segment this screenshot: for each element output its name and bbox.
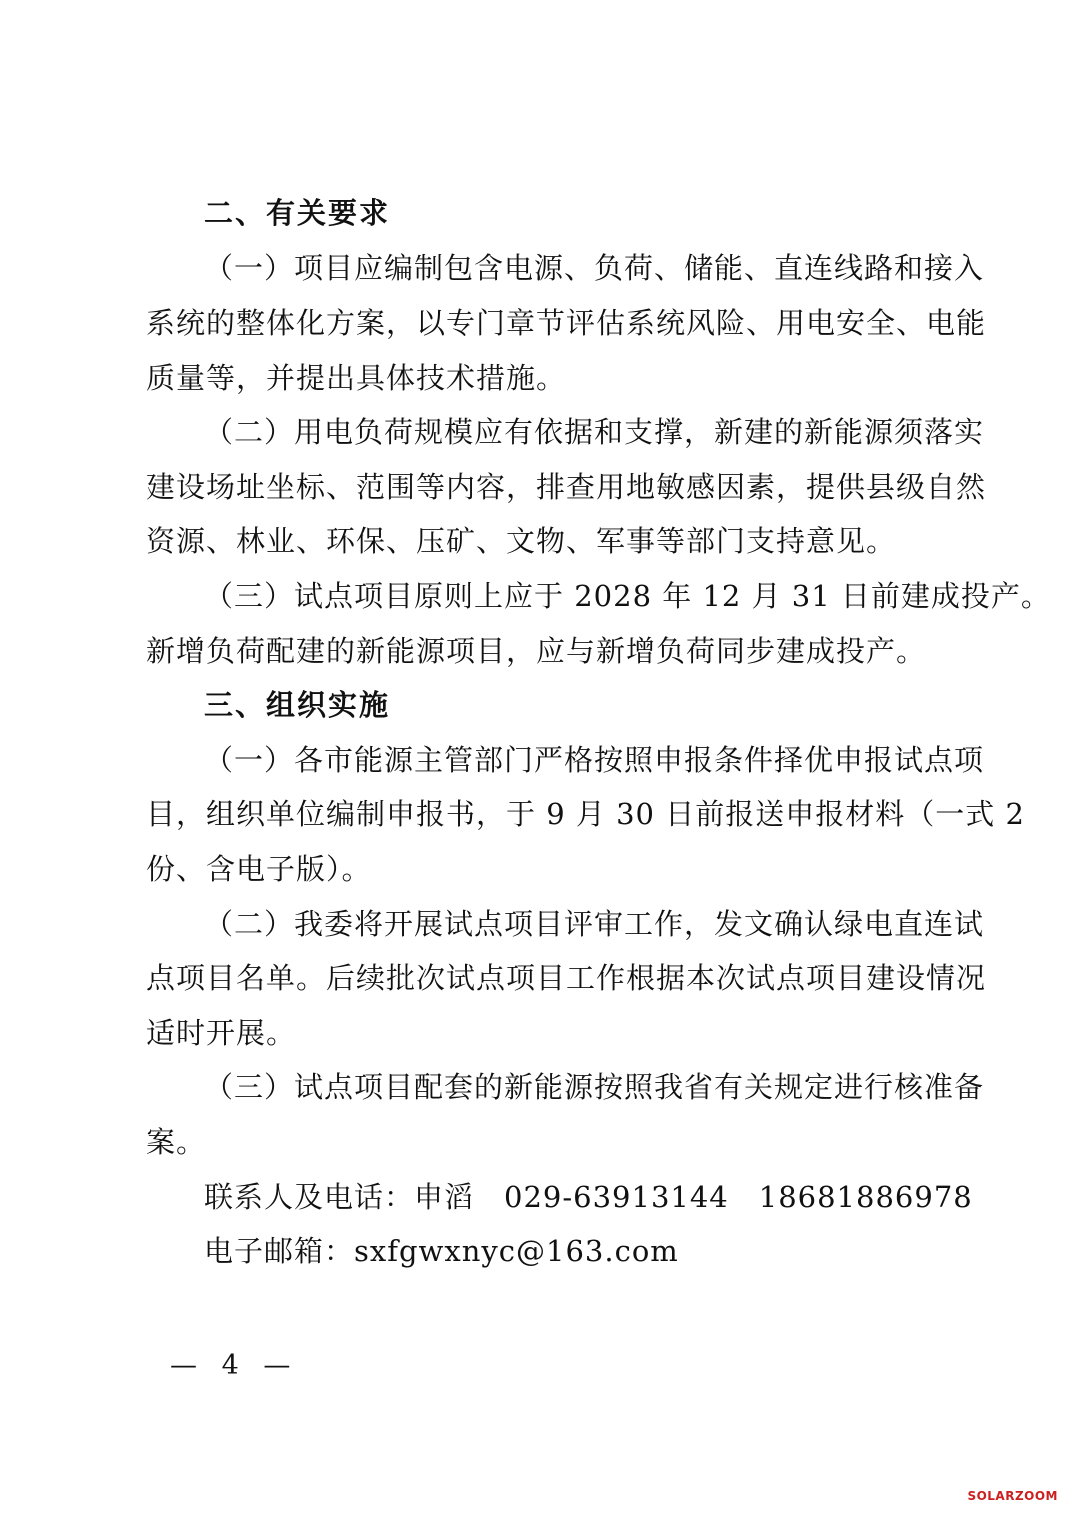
- paragraph-line: 质量等，并提出具体技术措施。: [146, 361, 567, 395]
- section-heading-implementation: 三、组织实施: [204, 688, 391, 722]
- paragraph-line: （二）用电负荷规模应有依据和支撑，新建的新能源须落实: [204, 415, 985, 449]
- paragraph-line: 建设场址坐标、范围等内容，排查用地敏感因素，提供县级自然: [146, 470, 987, 504]
- paragraph-line: 系统的整体化方案，以专门章节评估系统风险、用电安全、电能: [146, 306, 987, 340]
- paragraph-line: 案。: [146, 1125, 207, 1159]
- section-heading-requirements: 二、有关要求: [204, 196, 391, 230]
- contact-email: 电子邮箱：sxfgwxnyc@163.com: [204, 1234, 679, 1268]
- contact-person-phone: 联系人及电话：申滔 029-63913144 18681886978: [204, 1180, 973, 1214]
- paragraph-line: 资源、林业、环保、压矿、文物、军事等部门支持意见。: [146, 524, 897, 558]
- paragraph-line: 份、含电子版）。: [146, 852, 372, 886]
- watermark-logo: SOLARZOOM: [967, 1489, 1058, 1503]
- paragraph-line: （一）各市能源主管部门严格按照申报条件择优申报试点项: [204, 743, 985, 777]
- paragraph-line: 新增负荷配建的新能源项目，应与新增负荷同步建成投产。: [146, 634, 927, 668]
- paragraph-line: （一）项目应编制包含电源、负荷、储能、直连线路和接入: [204, 251, 985, 285]
- paragraph-line: 点项目名单。后续批次试点项目工作根据本次试点项目建设情况: [146, 961, 987, 995]
- paragraph-line: （三）试点项目配套的新能源按照我省有关规定进行核准备: [204, 1070, 985, 1104]
- paragraph-line: 目，组织单位编制申报书，于 9 月 30 日前报送申报材料（一式 2: [146, 797, 1025, 831]
- paragraph-line: （三）试点项目原则上应于 2028 年 12 月 31 日前建成投产。: [204, 579, 1051, 613]
- paragraph-line: （二）我委将开展试点项目评审工作，发文确认绿电直连试: [204, 907, 985, 941]
- paragraph-line: 适时开展。: [146, 1016, 297, 1050]
- page-number: — 4 —: [170, 1350, 299, 1381]
